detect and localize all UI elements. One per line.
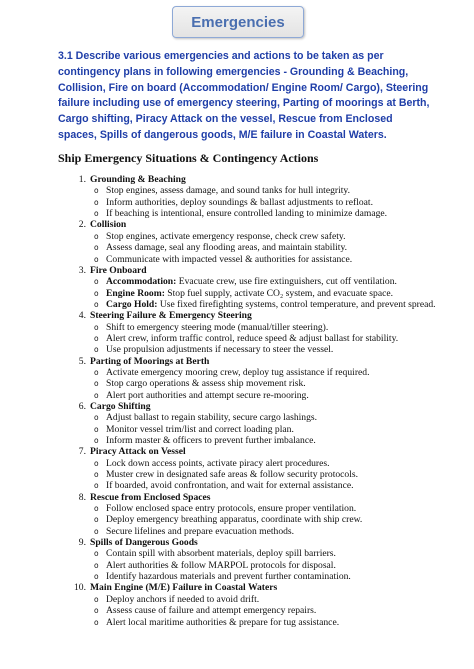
item-title: Fire Onboard: [90, 264, 147, 276]
item-title: Parting of Moorings at Berth: [90, 355, 210, 367]
sub-item: [72, 458, 452, 469]
sub-item: [72, 548, 452, 559]
item-title: Spills of Dangerous Goods: [90, 537, 198, 548]
sub-item-text: [106, 458, 436, 469]
circle-bullet-icon: o: [94, 504, 99, 514]
sub-item: [72, 605, 452, 616]
sub-item-body: Stop engines, assess damage, and sound tanks for hull integrity.: [106, 185, 350, 197]
sub-item-body: Stop fuel supply, activate CO₂ system, and evacuate space.: [164, 287, 394, 299]
item-heading: [72, 537, 452, 548]
sub-item: [72, 276, 452, 287]
sub-item-body: Inform authorities, deploy soundings & ballast adjustments to refloat.: [106, 196, 373, 208]
title-box: [172, 6, 304, 38]
sub-item-body: Alert authorities & follow MARPOL protocols for disposal.: [106, 559, 336, 571]
sub-item-text: [106, 185, 436, 196]
item-title: Rescue from Enclosed Spaces: [90, 491, 211, 503]
sub-item-body: Assess damage, seal any flooding areas, and maintain stability.: [106, 242, 348, 254]
sub-item-text: [106, 390, 436, 401]
sub-item-body: Lock down access points, activate piracy alert procedures.: [106, 457, 330, 469]
list-item: [72, 401, 452, 446]
sub-item-body: Alert crew, inform traffic control, reduce speed & adjust ballast for stability.: [106, 332, 399, 344]
item-title: Cargo Shifting: [90, 400, 151, 412]
sub-item: [72, 231, 452, 242]
circle-bullet-icon: o: [94, 470, 99, 480]
sub-item: [72, 333, 452, 344]
sub-item: [72, 514, 452, 525]
sub-item-text: [106, 435, 436, 446]
circle-bullet-icon: o: [94, 209, 99, 219]
sub-item-text: [106, 526, 436, 537]
sub-item-text: [106, 503, 436, 514]
circle-bullet-icon: o: [94, 413, 99, 423]
sub-item: [72, 560, 452, 571]
circle-bullet-icon: o: [94, 560, 99, 570]
list-item: [72, 492, 452, 537]
list-item: [72, 219, 452, 264]
circle-bullet-icon: o: [94, 390, 99, 400]
list-item: [72, 174, 452, 219]
circle-bullet-icon: o: [94, 606, 99, 616]
sub-item-text: [106, 594, 436, 605]
circle-bullet-icon: o: [94, 458, 99, 468]
sub-item-text: [106, 605, 436, 616]
sub-item-body: Muster crew in designated safe areas & follow security protocols.: [106, 469, 359, 481]
sub-item-body: Identify hazardous materials and prevent further contamination.: [106, 571, 351, 583]
sub-item: [72, 594, 452, 605]
list-item: [72, 356, 452, 401]
circle-bullet-icon: o: [94, 367, 99, 377]
sub-item-label: Cargo Hold:: [106, 298, 158, 310]
circle-bullet-icon: o: [94, 277, 99, 287]
circle-bullet-icon: o: [94, 333, 99, 343]
sub-item: [72, 412, 452, 423]
circle-bullet-icon: o: [94, 481, 99, 491]
sub-item-body: Use fixed firefighting systems, control temperature, and prevent spread.: [157, 298, 436, 310]
circle-bullet-icon: o: [94, 254, 99, 264]
sub-item-text: [106, 288, 436, 299]
page-title: Emergencies: [191, 13, 285, 31]
sub-item-body: Deploy anchors if needed to avoid drift.: [106, 593, 260, 605]
sub-item: [72, 390, 452, 401]
item-number: 2.: [78, 219, 86, 231]
sub-item: [72, 526, 452, 537]
sub-item-text: [106, 197, 436, 208]
circle-bullet-icon: o: [94, 288, 99, 298]
sub-item: [72, 367, 452, 378]
item-heading: [72, 492, 452, 503]
sub-item-body: Follow enclosed space entry protocols, ensure proper ventilation.: [106, 503, 357, 515]
sub-item: [72, 344, 452, 355]
sub-item-text: [106, 208, 436, 219]
sub-item-body: Stop engines, activate emergency response, check crew safety.: [106, 230, 346, 242]
sub-item: [72, 185, 452, 196]
item-number: 4.: [78, 310, 86, 322]
sub-item: [72, 480, 452, 491]
circle-bullet-icon: o: [94, 345, 99, 355]
item-number: 7.: [78, 446, 86, 458]
circle-bullet-icon: o: [94, 515, 99, 525]
item-heading: [72, 310, 452, 321]
sub-item-text: [106, 344, 436, 355]
sub-item-body: Alert port authorities and attempt secure re-mooring.: [106, 389, 309, 401]
sub-item-text: [106, 333, 436, 344]
list-item: [72, 582, 452, 627]
list-item: [72, 265, 452, 310]
sub-item-body: Inform master & officers to prevent further imbalance.: [106, 435, 316, 447]
item-heading: [72, 174, 452, 185]
sub-item-body: If boarded, avoid confrontation, and wait for external assistance.: [106, 480, 354, 492]
item-heading: [72, 219, 452, 230]
sub-item-text: [106, 254, 436, 265]
item-number: 9.: [78, 537, 86, 548]
list-item: [72, 446, 452, 491]
item-title: Collision: [90, 219, 127, 231]
list-item: [72, 537, 452, 582]
item-heading: [72, 265, 452, 276]
sub-item: [72, 197, 452, 208]
item-heading: [72, 401, 452, 412]
sub-item: [72, 435, 452, 446]
sub-item-body: Assess cause of failure and attempt emergency repairs.: [106, 605, 317, 617]
circle-bullet-icon: o: [94, 526, 99, 536]
sub-item: [72, 254, 452, 265]
circle-bullet-icon: o: [94, 186, 99, 196]
sub-item-body: Contain spill with absorbent materials, deploy spill barriers.: [106, 548, 336, 560]
sub-item-body: Monitor vessel trim/list and correct loading plan.: [106, 423, 294, 435]
emergency-list: [72, 174, 452, 628]
sub-item-label: Accommodation:: [106, 276, 177, 288]
item-title: Grounding & Beaching: [90, 174, 186, 185]
sub-item-text: [106, 469, 436, 480]
circle-bullet-icon: o: [94, 379, 99, 389]
sub-item-body: Activate emergency mooring crew, deploy tug assistance if required.: [106, 366, 370, 378]
item-heading: [72, 356, 452, 367]
sub-item: [72, 242, 452, 253]
item-number: 5.: [78, 355, 86, 367]
circle-bullet-icon: o: [94, 299, 99, 309]
circle-bullet-icon: o: [94, 617, 99, 627]
circle-bullet-icon: o: [94, 322, 99, 332]
circle-bullet-icon: o: [94, 572, 99, 582]
circle-bullet-icon: o: [94, 231, 99, 241]
intro-paragraph: 3.1 Describe various emergencies and actions to be taken as per contingency plans in following emergencies - Grounding & Beaching, Collision, Fire on board (Accommodation/ Engine Room/ Cargo), Steering failure including use of emergency steering, Parting of moorings at Berth, Cargo shifting, Piracy Attack on the vessel, Rescue from Enclosed spaces, Spills of dangerous goods, M/E failure in Coastal Waters.: [58, 50, 430, 141]
sub-item-text: [106, 378, 436, 389]
circle-bullet-icon: o: [94, 436, 99, 446]
sub-item: [72, 288, 452, 299]
item-number: 8.: [78, 491, 86, 503]
sub-item-text: [106, 412, 436, 423]
sub-item: [72, 424, 452, 435]
sub-item-text: [106, 242, 436, 253]
sub-item: [72, 469, 452, 480]
sub-item: [72, 571, 452, 582]
sub-item-text: [106, 424, 436, 435]
sub-item-text: [106, 514, 436, 525]
item-heading: [72, 446, 452, 457]
sub-item: [72, 299, 452, 310]
sub-item-text: [106, 480, 436, 491]
sub-item-text: [106, 276, 436, 287]
sub-item-text: [106, 548, 436, 559]
sub-item: [72, 617, 452, 628]
sub-item-body: Use propulsion adjustments if necessary to steer the vessel.: [106, 344, 334, 356]
sub-item-body: Shift to emergency steering mode (manual/tiller steering).: [106, 321, 329, 333]
sub-item: [72, 322, 452, 333]
circle-bullet-icon: o: [94, 243, 99, 253]
sub-item-body: Adjust ballast to regain stability, secure cargo lashings.: [106, 412, 318, 424]
sub-item: [72, 503, 452, 514]
item-number: 10.: [74, 582, 86, 594]
item-title: Piracy Attack on Vessel: [90, 446, 186, 458]
sub-item: [72, 378, 452, 389]
item-heading: [72, 582, 452, 593]
section-heading: Ship Emergency Situations & Contingency Actions: [58, 151, 319, 165]
circle-bullet-icon: o: [94, 197, 99, 207]
sub-item-body: Communicate with impacted vessel & authorities for assistance.: [106, 253, 353, 265]
sub-item-body: Alert local maritime authorities & prepare for tug assistance.: [106, 616, 340, 628]
sub-item-body: Stop cargo operations & assess ship movement risk.: [106, 378, 306, 390]
sub-item-body: Secure lifelines and prepare evacuation methods.: [106, 525, 295, 537]
sub-item-text: [106, 299, 436, 310]
circle-bullet-icon: o: [94, 594, 99, 604]
item-number: 6.: [78, 400, 86, 412]
item-number: 1.: [78, 174, 86, 185]
circle-bullet-icon: o: [94, 549, 99, 559]
list-item: [72, 310, 452, 355]
sub-item-text: [106, 231, 436, 242]
sub-item-body: If beaching is intentional, ensure controlled landing to minimize damage.: [106, 208, 388, 220]
sub-item-text: [106, 367, 436, 378]
item-number: 3.: [78, 264, 86, 276]
sub-item-text: [106, 571, 436, 582]
sub-item-body: Evacuate crew, use fire extinguishers, cut off ventilation.: [176, 276, 397, 288]
sub-item-body: Deploy emergency breathing apparatus, coordinate with ship crew.: [106, 514, 363, 526]
item-title: Main Engine (M/E) Failure in Coastal Waters: [90, 582, 278, 594]
sub-item-label: Engine Room:: [106, 287, 165, 299]
item-title: Steering Failure & Emergency Steering: [90, 310, 252, 322]
sub-item-text: [106, 322, 436, 333]
sub-item-text: [106, 560, 436, 571]
sub-item-text: [106, 617, 436, 628]
sub-item: [72, 208, 452, 219]
circle-bullet-icon: o: [94, 424, 99, 434]
